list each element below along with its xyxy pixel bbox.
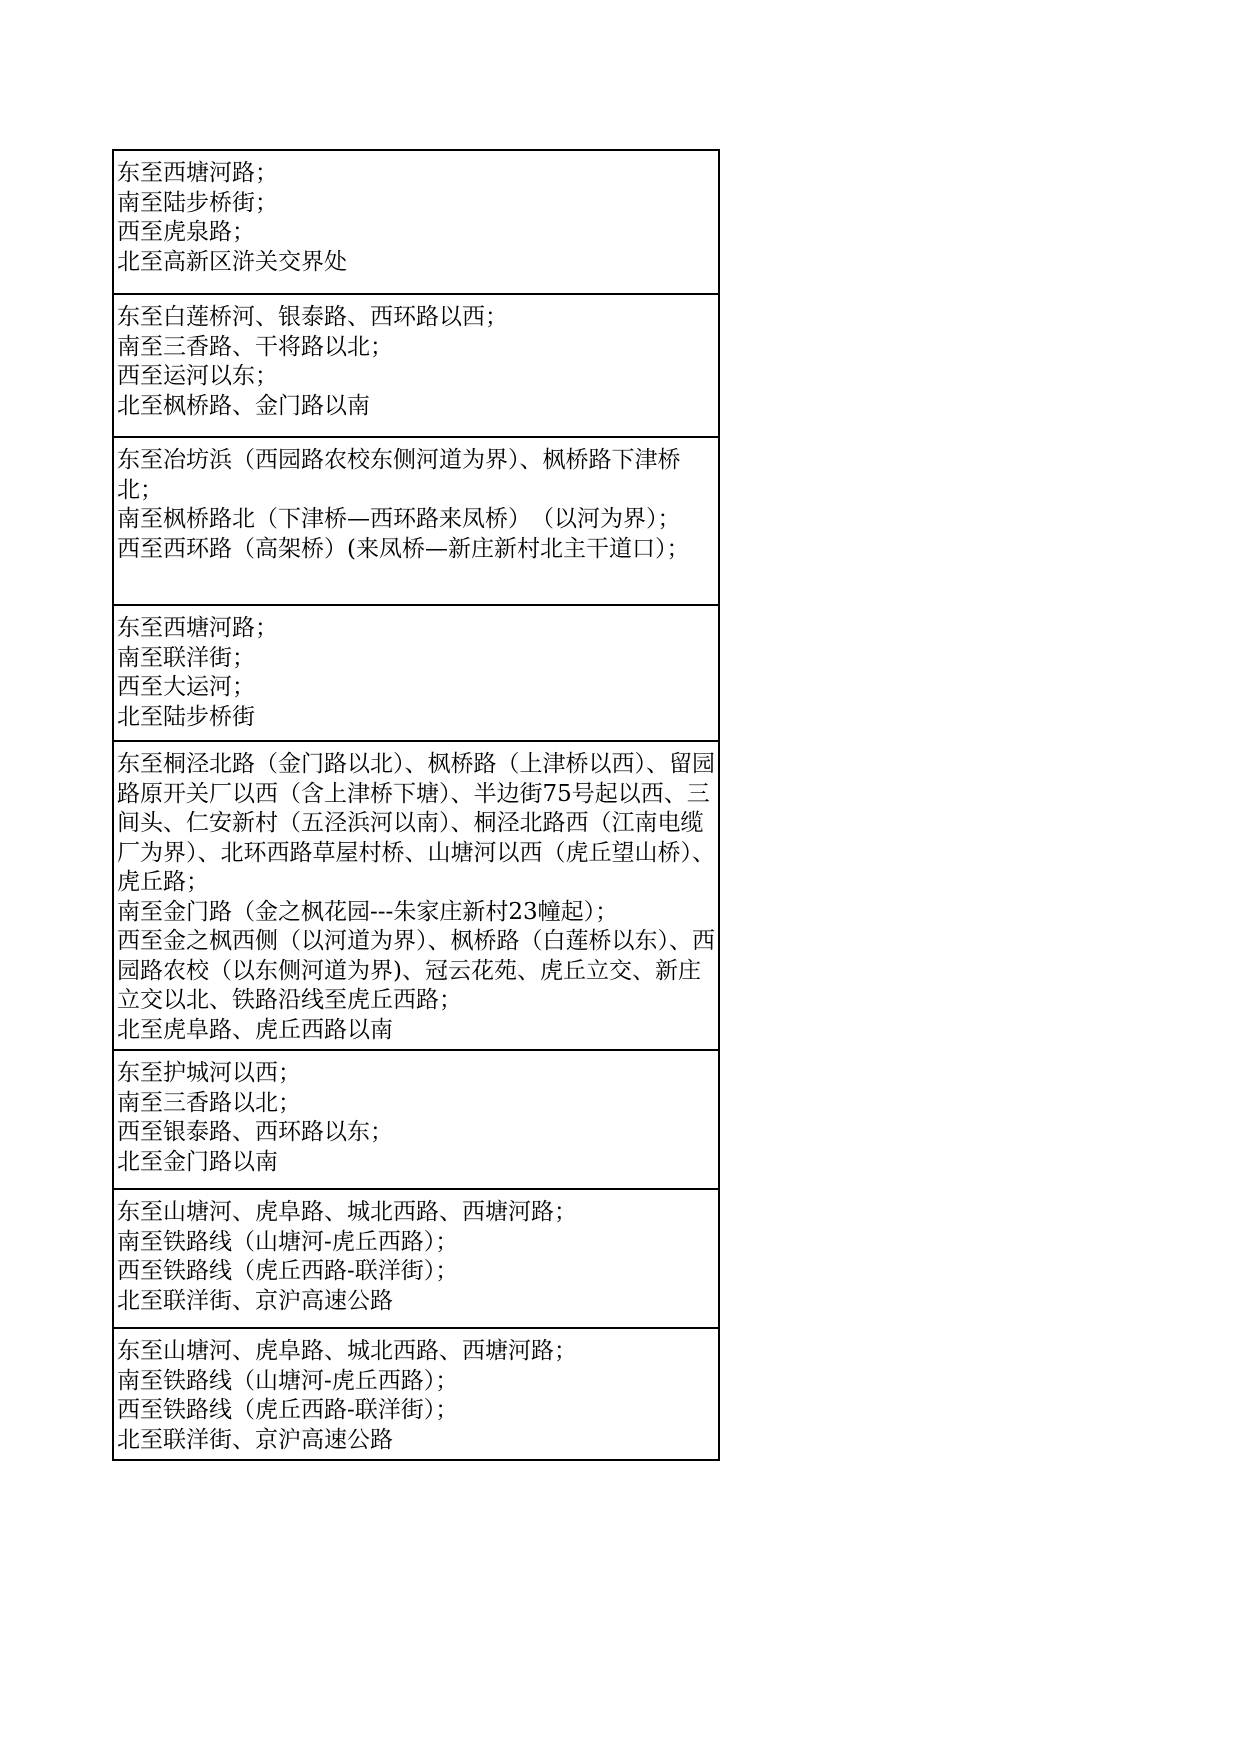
boundary-line-east: 东至护城河以西；: [117, 1060, 301, 1086]
boundary-line-north: 北至联洋街、京沪高速公路: [117, 1426, 393, 1453]
boundary-line-east: 东至西塘河路；: [117, 160, 278, 186]
boundary-line-north: 北至枫桥路、金门路以南: [117, 392, 370, 419]
boundary-line-east: 东至山塘河、虎阜路、城北西路、西塘河路；: [117, 1199, 577, 1225]
boundary-line-north: 北至金门路以南: [117, 1148, 278, 1175]
boundary-line-west: 西至金之枫西侧（以河道为界）、枫桥路（白莲桥以东）、西园路农校（以东侧河道为界)、冠云花苑、虎丘立交、新庄立交以北、铁路沿线至虎丘西路；: [117, 928, 715, 1013]
boundary-cell-7: [114, 1188, 718, 1327]
boundary-line-south: 南至铁路线（山塘河-虎丘西路）；: [117, 1367, 459, 1394]
boundary-line-south: 南至枫桥路北（下津桥—西环路来凤桥） （以河为界）；: [117, 506, 681, 532]
boundary-line-south: 南至三香路以北；: [117, 1089, 301, 1116]
boundary-line-east: 东至桐泾北路（金门路以北）、枫桥路（上津桥以西）、留园路原开关厂以西（含上津桥下塘）、半边街75号起以西、三间头、仁安新村（五泾浜河以南）、桐泾北路西（江南电缆厂为界）、北环西路草屋村桥、山塘河以西（虎丘望山桥）、虎丘路；: [117, 751, 715, 895]
boundary-line-west: 西至虎泉路；: [117, 219, 255, 245]
boundary-cell-6: [114, 1049, 718, 1188]
boundary-line-west: 西至运河以东；: [117, 363, 278, 389]
boundary-line-east: 东至山塘河、虎阜路、城北西路、西塘河路；: [117, 1338, 577, 1364]
boundary-line-east: 东至白莲桥河、银泰路、西环路以西；: [117, 304, 508, 330]
boundary-line-north: 北至联洋街、京沪高速公路: [117, 1287, 393, 1314]
boundary-line-west: 西至大运河；: [117, 674, 255, 700]
boundary-line-east: 东至冶坊浜（西园路农校东侧河道为界）、枫桥路下津桥北；: [117, 447, 681, 503]
boundary-line-south: 南至陆步桥街；: [117, 189, 278, 216]
boundary-cell-5: [114, 740, 718, 1049]
boundary-cell-8: [114, 1327, 718, 1459]
boundary-cell-3: [114, 436, 718, 604]
boundary-line-north: 北至高新区浒关交界处: [117, 248, 347, 275]
boundary-line-east: 东至西塘河路；: [117, 615, 278, 641]
boundary-line-south: 南至联洋街；: [117, 644, 255, 671]
boundary-cell-1: [114, 151, 718, 293]
boundary-line-south: 南至三香路、干将路以北；: [117, 333, 393, 360]
boundary-line-west: 西至西环路（高架桥）(来凤桥—新庄新村北主干道口）；: [117, 535, 690, 562]
boundary-line-west: 西至银泰路、西环路以东；: [117, 1119, 393, 1145]
boundary-table: [112, 149, 720, 1461]
boundary-line-west: 西至铁路线（虎丘西路-联洋街）；: [117, 1397, 459, 1423]
boundary-cell-2: [114, 293, 718, 436]
boundary-line-north: 北至虎阜路、虎丘西路以南: [117, 1016, 393, 1043]
boundary-line-south: 南至铁路线（山塘河-虎丘西路）；: [117, 1228, 459, 1255]
boundary-line-west: 西至铁路线（虎丘西路-联洋街）；: [117, 1258, 459, 1284]
boundary-line-south: 南至金门路（金之枫花园---朱家庄新村23幢起）；: [117, 898, 619, 925]
boundary-line-north: 北至陆步桥街: [117, 703, 255, 730]
boundary-cell-4: [114, 604, 718, 740]
